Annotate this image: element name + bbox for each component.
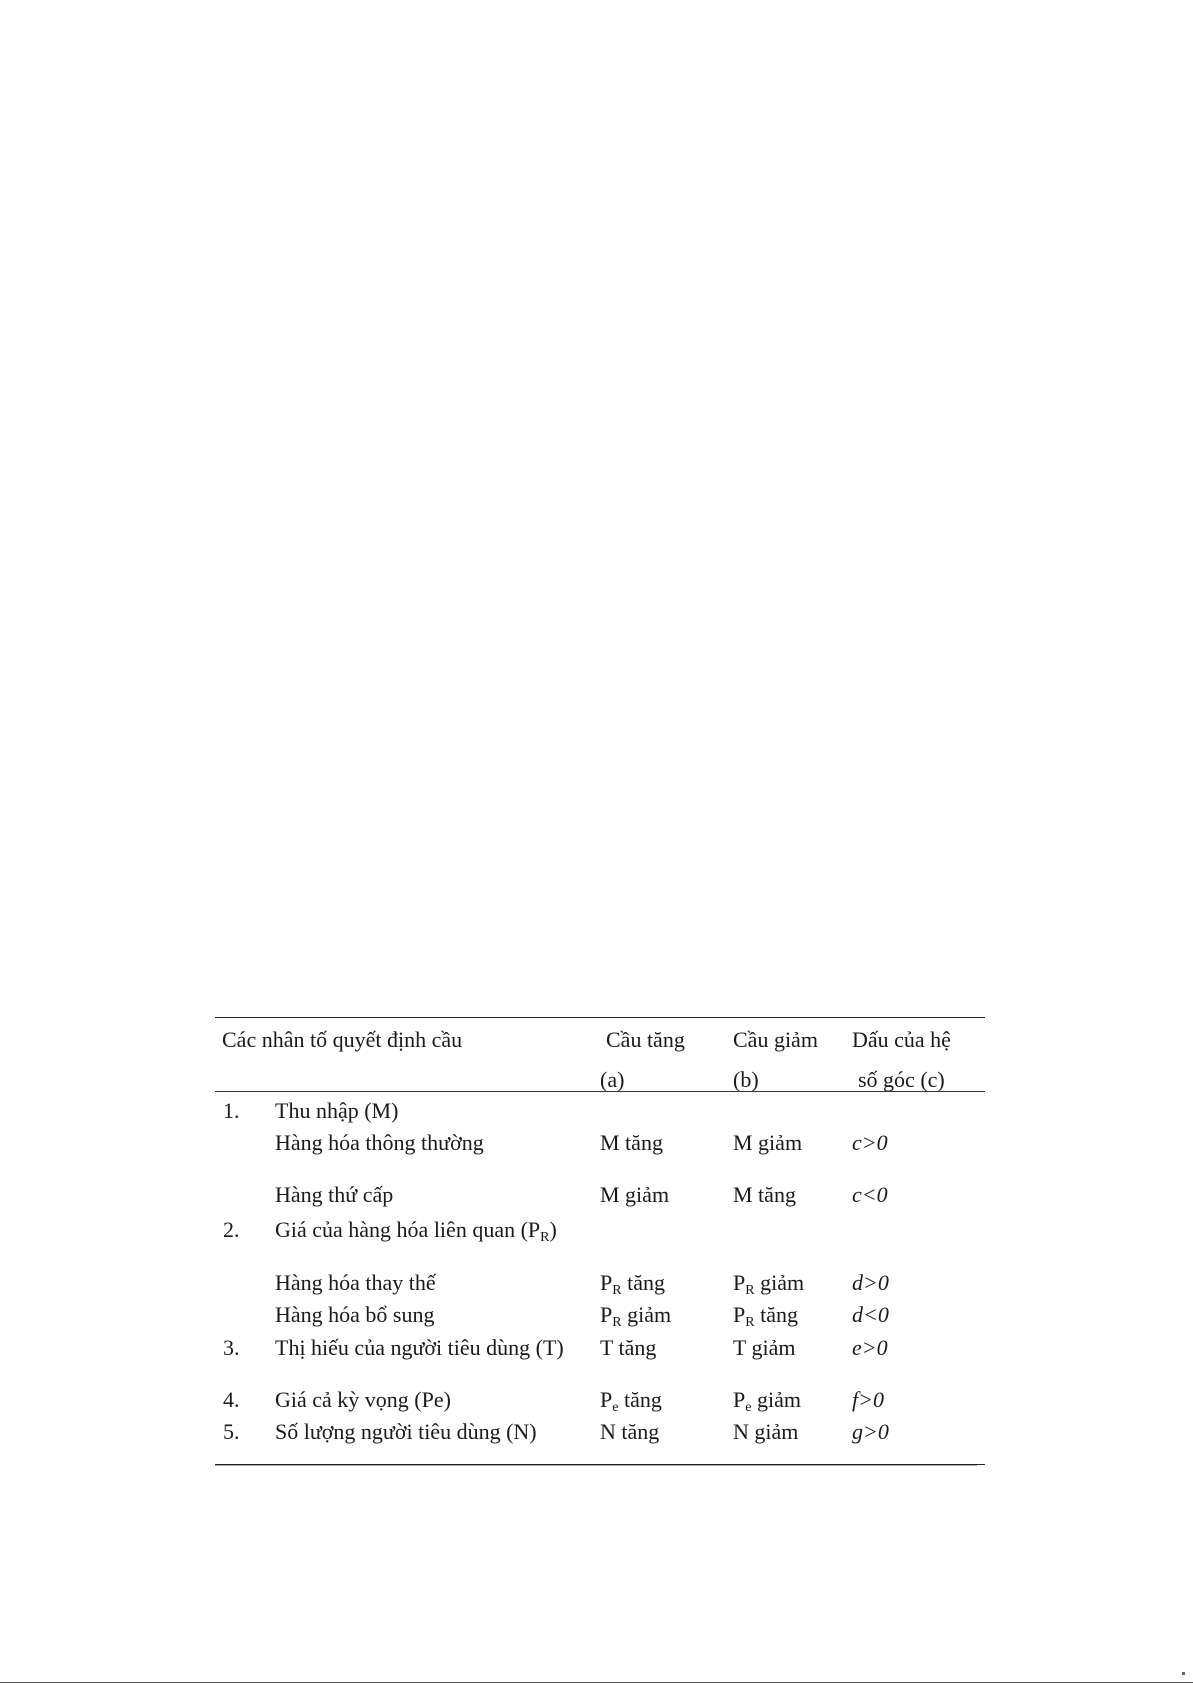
header-demand-decrease: Cầu giảm [733,1027,818,1052]
cell-demand-decrease: M giảm [733,1130,803,1155]
header-col-b-label: (b) [733,1067,759,1092]
row-label: Số lượng người tiêu dùng (N) [275,1419,537,1444]
row-number: 3. [223,1335,240,1360]
cell-demand-increase: N tăng [600,1419,660,1444]
row-label: Giá cả kỳ vọng (Pe) [275,1387,451,1412]
demand-determinants-table [215,1017,985,1467]
cell-demand-increase: $P_R$ giảm [600,1302,672,1330]
header-factor: Các nhân tố quyết định cầu [222,1027,463,1052]
row-label: Hàng hóa bổ sung [275,1302,435,1327]
row-number: 1. [223,1098,240,1123]
cell-coefficient-sign: d<0 [852,1302,889,1327]
header-coefficient-sign-line2: số góc (c) [858,1067,945,1092]
cell-demand-increase: T tăng [600,1335,657,1360]
table-header-rule [215,1091,985,1092]
page-bottom-edge [0,1682,1193,1683]
row-label: Hàng hóa thông thường [275,1130,484,1155]
page-corner-mark [1182,1672,1185,1675]
cell-coefficient-sign: f>0 [852,1387,884,1412]
cell-coefficient-sign: d>0 [852,1270,889,1295]
header-demand-increase: Cầu tăng [606,1027,685,1052]
cell-coefficient-sign: c<0 [852,1182,888,1207]
cell-demand-increase: M giảm [600,1182,670,1207]
cell-coefficient-sign: e>0 [852,1335,888,1360]
row-label: Hàng hóa thay thế [275,1270,436,1295]
row-number: 4. [223,1387,240,1412]
cell-demand-decrease: M tăng [733,1182,796,1207]
table-top-rule [215,1017,985,1018]
row-label: Hàng thứ cấp [275,1182,394,1207]
cell-demand-increase: M tăng [600,1130,663,1155]
cell-demand-decrease: T giảm [733,1335,796,1360]
cell-demand-increase: $P_R$ tăng [600,1270,665,1298]
cell-demand-decrease: $P_R$ giảm [733,1270,805,1298]
header-coefficient-sign: Dấu của hệ [852,1027,951,1052]
table-bottom-rule-tint [215,1465,977,1466]
row-number: 5. [223,1419,240,1444]
header-col-a-label: (a) [600,1067,625,1092]
row-label: Giá của hàng hóa liên quan $(P_R)$ [275,1217,557,1245]
cell-demand-decrease: N giảm [733,1419,799,1444]
row-number: 2. [223,1217,240,1242]
cell-coefficient-sign: g>0 [852,1419,889,1444]
cell-demand-decrease: $P_e$ giảm [733,1387,801,1415]
row-label: Thị hiếu của người tiêu dùng (T) [275,1335,564,1360]
cell-coefficient-sign: c>0 [852,1130,888,1155]
row-label: Thu nhập (M) [275,1098,399,1123]
cell-demand-decrease: $P_R$ tăng [733,1302,798,1330]
cell-demand-increase: $P_e$ tăng [600,1387,662,1415]
